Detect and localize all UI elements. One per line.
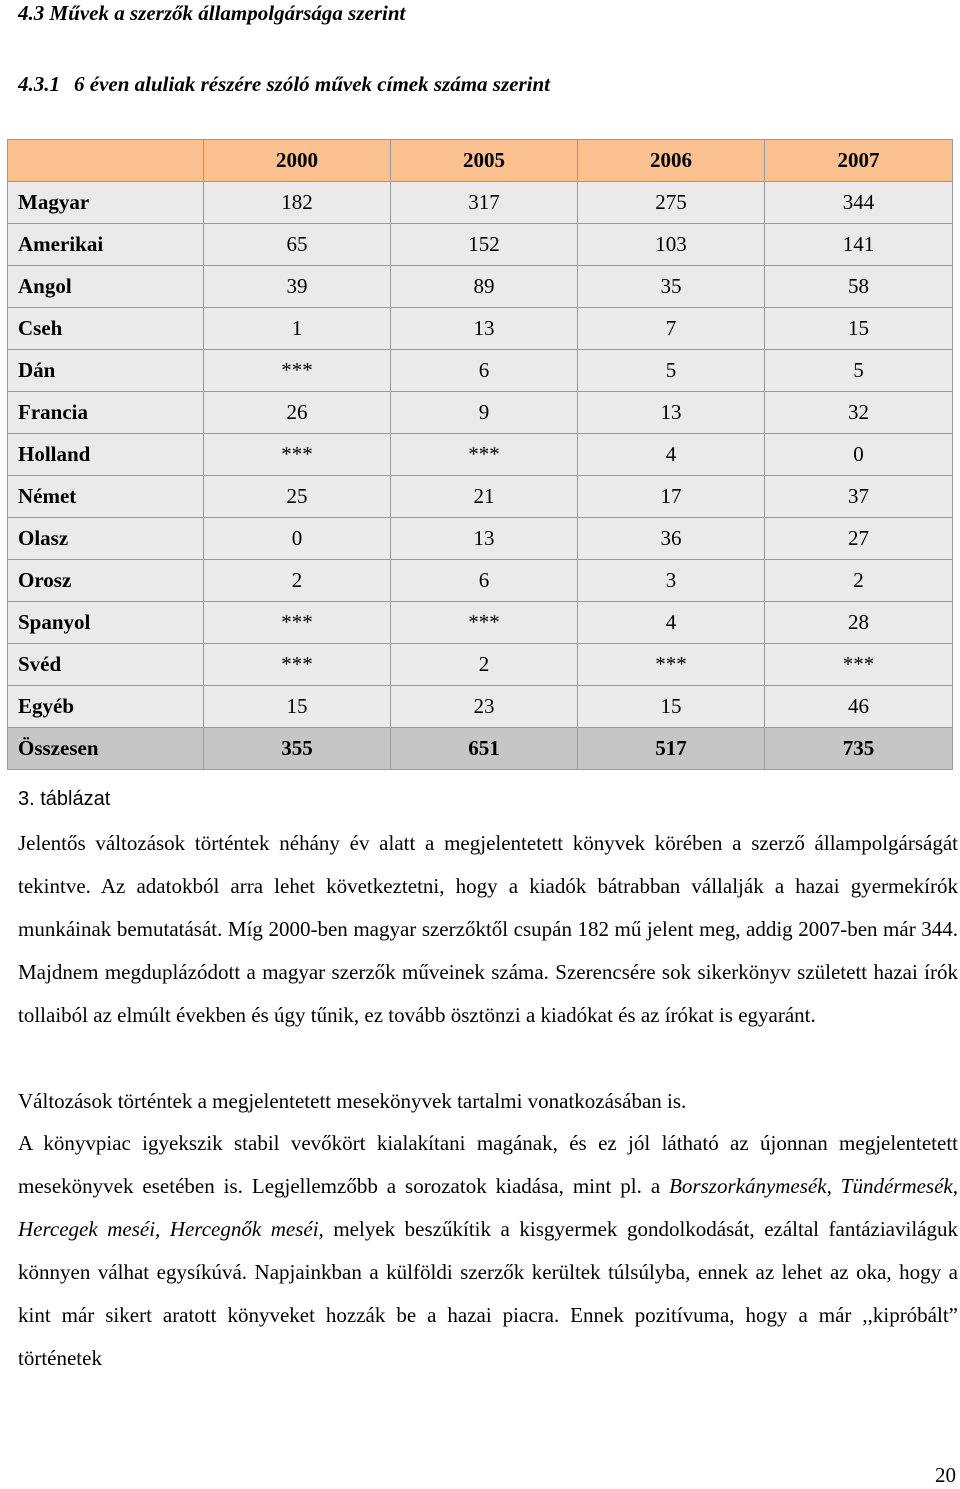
value-cell: 1 [204,308,391,350]
subsection-title: 6 éven aluliak részére szóló művek címek száma szerint [74,72,550,96]
value-cell: 5 [578,350,765,392]
value-cell: 13 [578,392,765,434]
year-header: 2006 [578,140,765,182]
value-cell: 517 [578,728,765,770]
year-header: 2005 [391,140,578,182]
nationality-table [7,139,953,770]
value-cell: 89 [391,266,578,308]
value-cell: 58 [765,266,953,308]
subsection-heading [18,71,550,97]
value-cell: *** [204,602,391,644]
value-cell: 36 [578,518,765,560]
value-cell: 17 [578,476,765,518]
value-cell: 27 [765,518,953,560]
table-row [8,266,953,308]
table-row [8,350,953,392]
value-cell: 3 [578,560,765,602]
row-label: Amerikai [8,224,204,266]
table-row [8,602,953,644]
value-cell: 5 [765,350,953,392]
table-row [8,182,953,224]
value-cell: 28 [765,602,953,644]
value-cell: 6 [391,350,578,392]
value-cell: 26 [204,392,391,434]
value-cell: 735 [765,728,953,770]
row-label: Olasz [8,518,204,560]
table-row [8,644,953,686]
paragraph-2: Változások történtek a megjelentetett mesekönyvek tartalmi vonatkozásában is. [18,1089,687,1113]
value-cell: 355 [204,728,391,770]
paragraph-3-text-a: A könyvpiac igyekszik stabil vevőkört kialakítani magának, és ez jól látható az újonnan megjelentetett mesekönyvek esetében is. Legjellemzőbb a sorozatok kiadása, mint pl. a [18,1131,958,1198]
table-row [8,434,953,476]
row-label: Spanyol [8,602,204,644]
year-header: 2007 [765,140,953,182]
value-cell: 65 [204,224,391,266]
table-row [8,308,953,350]
value-cell: 37 [765,476,953,518]
value-cell: 46 [765,686,953,728]
subsection-number: 4.3.1 [18,72,60,96]
value-cell: 0 [765,434,953,476]
value-cell: 4 [578,434,765,476]
value-cell: 15 [765,308,953,350]
value-cell: 23 [391,686,578,728]
value-cell: 0 [204,518,391,560]
value-cell: 4 [578,602,765,644]
row-label: Svéd [8,644,204,686]
value-cell: 2 [391,644,578,686]
row-label: Dán [8,350,204,392]
row-label: Cseh [8,308,204,350]
row-label: Angol [8,266,204,308]
value-cell: 9 [391,392,578,434]
value-cell: 25 [204,476,391,518]
paragraph-1: Jelentős változások történtek néhány év alatt a megjelentetett könyvek körében a szerző állampolgárságát tekintve. Az adatokból arra lehet következtetni, hogy a kiadók bátrabban vállalják a hazai gyermekírók munkáinak bemutatását. Míg 2000-ben magyar szerzőktől csupán 182 mű jelent meg, addig 2007-ben már 344. Majdnem megduplázódott a magyar szerzők műveinek száma. Szerencsére sok sikerkönyv született hazai írók tollaiból az elmúlt években és úgy tűnik, ez tovább ösztönzi a kiadókat és az írókat is egyaránt. [18,831,958,1027]
table-header-row [8,140,953,182]
value-cell: 39 [204,266,391,308]
value-cell: 15 [204,686,391,728]
table-total-row [8,728,953,770]
row-label: Holland [8,434,204,476]
value-cell: 103 [578,224,765,266]
value-cell: 317 [391,182,578,224]
row-label: Összesen [8,728,204,770]
value-cell: 32 [765,392,953,434]
value-cell: 15 [578,686,765,728]
table-row [8,392,953,434]
table-row [8,224,953,266]
year-header: 2000 [204,140,391,182]
value-cell: 275 [578,182,765,224]
paragraph-3-text-b: melyek beszűkítik a kisgyermek gondolkodását, ezáltal fantáziaviláguk könnyen válhat egysíkúvá. Napjainkban a külföldi szerzők kerültek túlsúlyba, ennek az lehet az oka, hogy a kint már sikert aratott könyveket hozzák be a hazai piacra. Ennek pozitívuma, hogy a már ,,kipróbált” történetek [18,1217,958,1370]
value-cell: *** [765,644,953,686]
value-cell: 21 [391,476,578,518]
value-cell: 2 [765,560,953,602]
table-row [8,560,953,602]
paragraph-3 [18,1122,958,1380]
value-cell: 6 [391,560,578,602]
value-cell: 182 [204,182,391,224]
section-heading: 4.3 Művek a szerzők állampolgársága szerint [18,1,406,25]
value-cell: 13 [391,518,578,560]
value-cell: *** [204,434,391,476]
paragraph-3-series-titles: Borszorkánymesék, Tündérmesék, Hercegek meséi, Hercegnők meséi, [18,1174,958,1241]
value-cell: 141 [765,224,953,266]
table-row [8,518,953,560]
value-cell: 344 [765,182,953,224]
value-cell: 7 [578,308,765,350]
row-label: Német [8,476,204,518]
page-number: 20 [935,1463,956,1487]
row-label: Orosz [8,560,204,602]
value-cell: *** [204,350,391,392]
table-corner-cell [8,140,204,182]
table-row [8,686,953,728]
value-cell: 152 [391,224,578,266]
value-cell: 13 [391,308,578,350]
value-cell: *** [204,644,391,686]
table-row [8,476,953,518]
value-cell: *** [391,602,578,644]
value-cell: 2 [204,560,391,602]
row-label: Magyar [8,182,204,224]
table-caption: 3. táblázat [18,788,111,810]
row-label: Francia [8,392,204,434]
value-cell: *** [578,644,765,686]
value-cell: 35 [578,266,765,308]
row-label: Egyéb [8,686,204,728]
value-cell: *** [391,434,578,476]
value-cell: 651 [391,728,578,770]
